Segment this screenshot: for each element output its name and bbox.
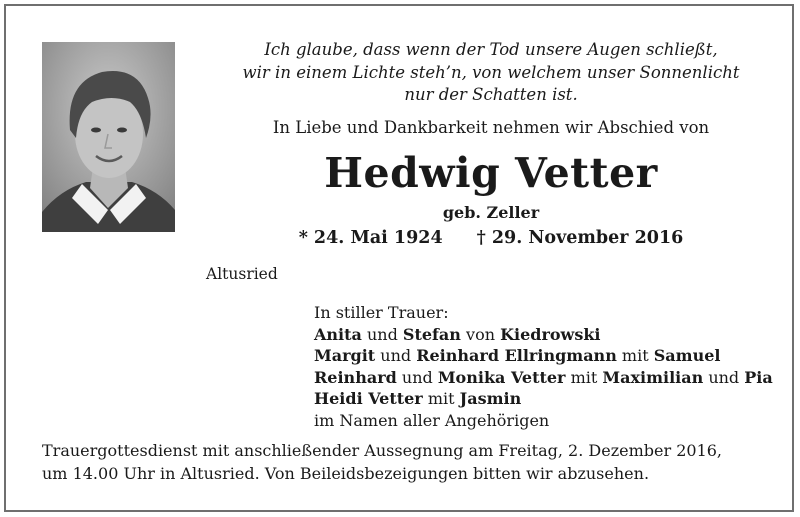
place-name: Altusried bbox=[206, 265, 278, 283]
mourners-closing: im Namen aller Angehörigen bbox=[314, 410, 550, 430]
deceased-name: Hedwig Vetter bbox=[324, 149, 658, 197]
birth-date: * 24. Mai 1924 bbox=[298, 228, 443, 248]
maiden-name: geb. Zeller bbox=[442, 203, 540, 222]
mourner-line: Reinhard und Monika Vetter mit Maximilian und Pia bbox=[314, 367, 773, 387]
memorial-quote bbox=[216, 39, 766, 107]
mourner-line: Margit und Reinhard Ellringmann mit Samuel bbox=[314, 346, 721, 365]
death-date: † 29. November 2016 bbox=[476, 228, 684, 248]
funeral-service-info bbox=[42, 440, 722, 485]
service-line: um 14.00 Uhr in Altusried. Von Beileidsbezeigungen bitten wir abzusehen. bbox=[42, 463, 650, 483]
quote-line: Ich glaube, dass wenn der Tod unsere Augen schließt, bbox=[264, 40, 718, 59]
mourner-line: Anita und Stefan von Kiedrowski bbox=[314, 324, 601, 344]
quote-line: nur der Schatten ist. bbox=[404, 85, 578, 104]
farewell-intro: In Liebe und Dankbarkeit nehmen wir Abschied von bbox=[272, 118, 710, 137]
mourners-list bbox=[314, 302, 773, 431]
portrait-photo bbox=[42, 42, 175, 232]
mourner-line: Heidi Vetter mit Jasmin bbox=[314, 389, 522, 408]
life-dates bbox=[216, 228, 766, 248]
obituary-notice bbox=[4, 4, 794, 512]
service-line: Trauergottesdienst mit anschließender Aussegnung am Freitag, 2. Dezember 2016, bbox=[42, 441, 723, 460]
mourners-heading: In stiller Trauer: bbox=[314, 303, 449, 322]
quote-line: wir in einem Lichte steh’n, von welchem unser Sonnenlicht bbox=[242, 62, 740, 82]
